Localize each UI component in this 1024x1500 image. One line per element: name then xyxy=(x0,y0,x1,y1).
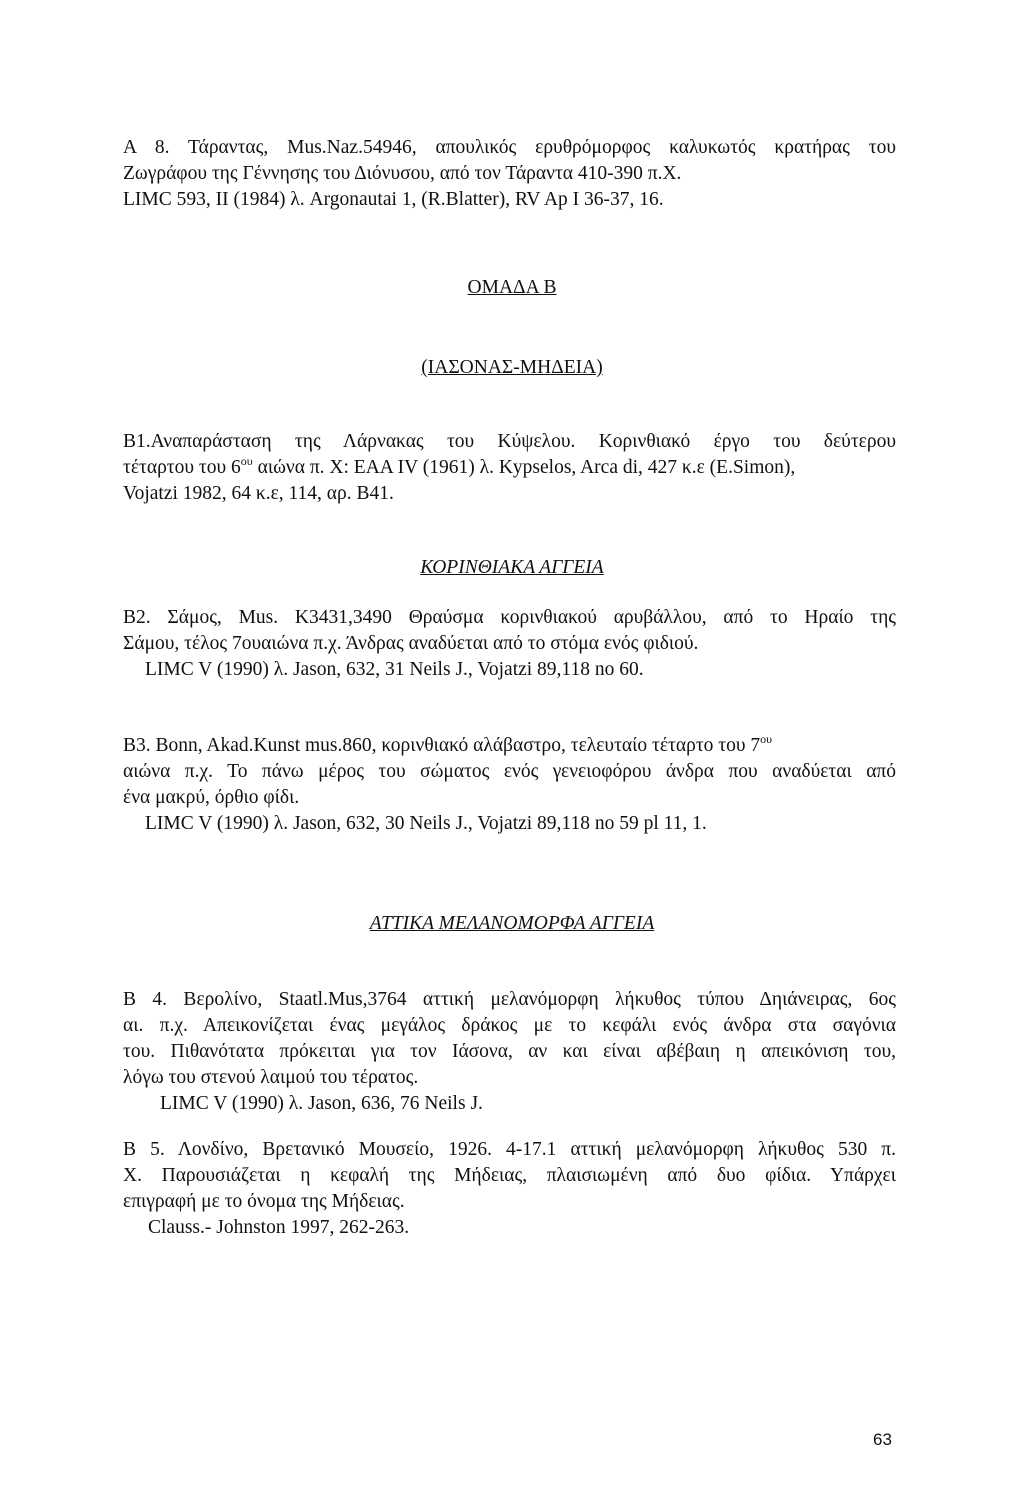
entry-b5-line-2: Χ. Παρουσιάζεται η κεφαλή της Μήδειας, πλαισιωμένη από δυο φίδια. Υπάρχει xyxy=(123,1165,896,1186)
entry-b1-line-1: Β1.Αναπαράσταση της Λάρνακας του Κύψελου. Κορινθιακό έργο του δεύτερου xyxy=(123,431,896,452)
section-corinthian-title: ΚΟΡΙΝΘΙΑΚΑ ΑΓΓΕΙΑ xyxy=(420,557,604,578)
entry-b5-line-4: Clauss.- Johnston 1997, 262-263. xyxy=(148,1217,410,1238)
entry-b4-line-3: του. Πιθανότατα πρόκειται για τον Ιάσονα, αν και είναι αβέβαιη η απεικόνιση του, xyxy=(123,1041,896,1062)
entry-b3-line-3: ένα μακρύ, όρθιο φίδι. xyxy=(123,787,300,808)
entry-a8-line-1: Α 8. Τάραντας, Mus.Naz.54946, απουλικός ερυθρόμορφος καλυκωτός κρατήρας του xyxy=(123,137,896,158)
entry-b3-line-1-text: Β3. Bonn, Akad.Kunst mus.860, κορινθιακό αλάβαστρο, τελευταίο τέταρτο του 7 xyxy=(123,735,761,756)
entry-b1-line-3: Vojatzi 1982, 64 κ.ε, 114, αρ. Β41. xyxy=(123,483,394,504)
entry-b3-superscript: ου xyxy=(760,732,773,746)
section-attic-title: ΑΤΤΙΚΑ ΜΕΛΑΝΟΜΟΡΦΑ ΑΓΓΕΙΑ xyxy=(369,913,655,934)
entry-b1-superscript: ου xyxy=(240,454,253,468)
entry-a8-line-3: LIMC 593, II (1984) λ. Argonautai 1, (R.Blatter), RV Ap I 36-37, 16. xyxy=(123,189,664,210)
group-b-title: ΟΜΑΔΑ Β xyxy=(467,277,557,298)
entry-b3-line-2: αιώνα π.χ. Το πάνω μέρος του σώματος ενός γενειοφόρου άνδρα που αναδύεται από xyxy=(123,761,896,782)
entry-b2-line-3: LIMC V (1990) λ. Jason, 632, 31 Neils J., Vojatzi 89,118 no 60. xyxy=(145,659,644,680)
entry-b4-line-2: αι. π.χ. Απεικονίζεται ένας μεγάλος δράκος με το κεφάλι ενός άνδρα στα σαγόνια xyxy=(123,1015,896,1036)
entry-b2-line-1: Β2. Σάμος, Mus. K3431,3490 Θραύσμα κορινθιακού αρυβάλλου, από το Ηραίο της xyxy=(123,607,896,628)
entry-b1-line-2 xyxy=(123,456,896,480)
entry-b2-line-2: Σάμου, τέλος 7ουαιώνα π.χ. Άνδρας αναδύεται από το στόμα ενός φιδιού. xyxy=(123,633,699,654)
entry-b1-line-2-end: αιώνα π. Χ: ΕΑΑ IV (1961) λ. Kypselos, Arca di, 427 κ.ε (E.Simon), xyxy=(252,457,796,478)
entry-b3-line-1 xyxy=(123,734,772,758)
entry-b5-line-1: Β 5. Λονδίνο, Βρετανικό Μουσείο, 1926. 4-17.1 αττική μελανόμορφη λήκυθος 530 π. xyxy=(123,1139,896,1160)
entry-b4-line-4: λόγω του στενού λαιμού του τέρατος. xyxy=(123,1067,419,1088)
entry-b1-line-2-start: τέταρτου του 6 xyxy=(123,457,241,478)
entry-b4-line-1: Β 4. Βερολίνο, Staatl.Mus,3764 αττική μελανόμορφη λήκυθος τύπου Δηιάνειρας, 6ος xyxy=(123,989,896,1010)
entry-b3-line-4: LIMC V (1990) λ. Jason, 632, 30 Neils J., Vojatzi 89,118 no 59 pl 11, 1. xyxy=(145,813,707,834)
entry-b4-line-5: LIMC V (1990) λ. Jason, 636, 76 Neils J. xyxy=(160,1093,483,1114)
entry-b5-line-3: επιγραφή με το όνομα της Μήδειας. xyxy=(123,1191,405,1212)
entry-a8-line-2: Ζωγράφου της Γέννησης του Διόνυσου, από τον Τάραντα 410-390 π.Χ. xyxy=(123,163,682,184)
group-b-subtitle: (ΙΑΣΟΝΑΣ-ΜΗΔΕΙΑ) xyxy=(421,357,603,378)
page-number: 63 xyxy=(873,1430,892,1449)
